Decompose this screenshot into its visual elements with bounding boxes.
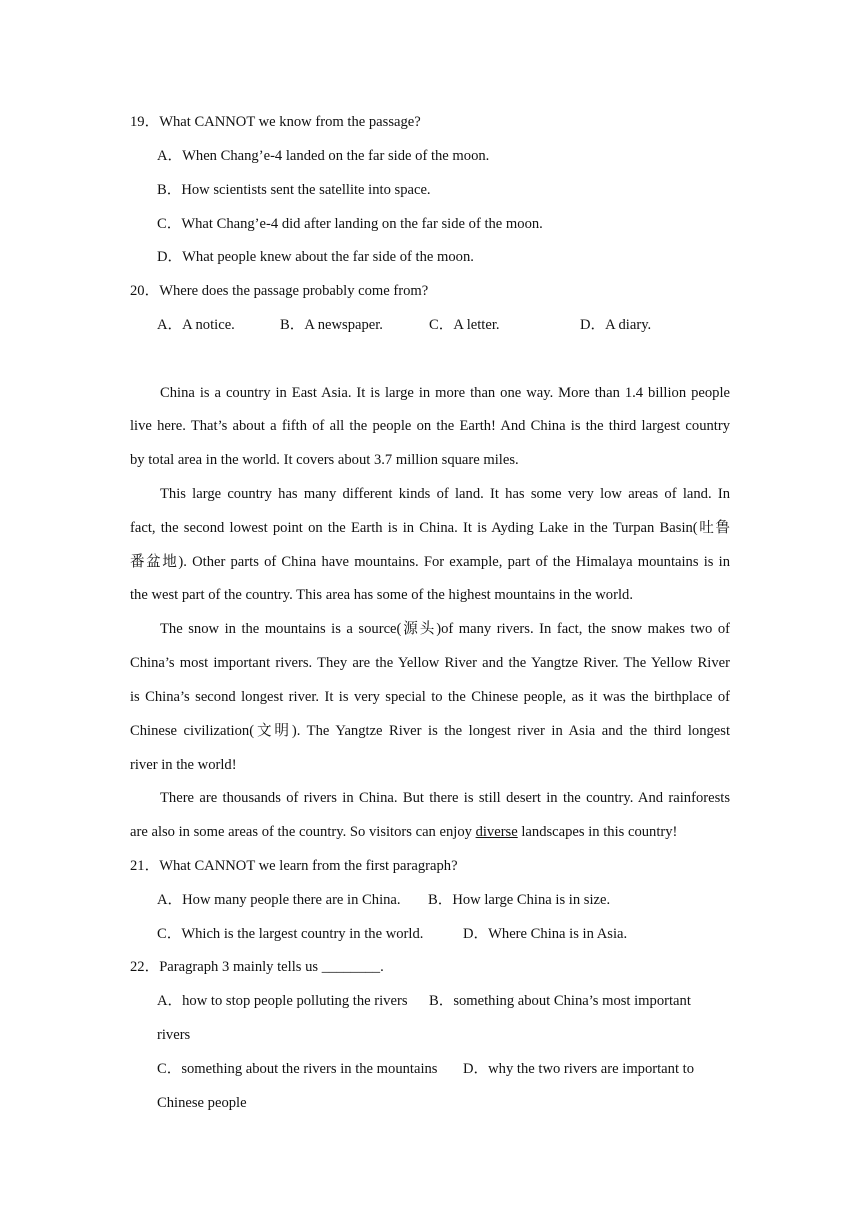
passage-p2-line-3: 番盆地). Other parts of China have mountains. For example, part of the Himalaya mountains is in bbox=[130, 554, 730, 570]
question-21-option-b: B．How large China is in size. bbox=[428, 892, 611, 908]
passage-p3-line-5: river in the world! bbox=[130, 757, 237, 773]
passage-p4-line-2 bbox=[130, 822, 730, 842]
passage-p1-line-1: China is a country in East Asia. It is large in more than one way. More than 1.4 billion people bbox=[160, 385, 730, 401]
question-22-option-d: D．why the two rivers are important to bbox=[463, 1061, 695, 1077]
passage-p2-line-1: This large country has many different kinds of land. It has some very low areas of land. In bbox=[160, 486, 730, 502]
question-22-option-c: C．something about the rivers in the mountains bbox=[157, 1061, 438, 1077]
passage-p3-line-4: Chinese civilization(文明). The Yangtze River is the longest river in Asia and the third longest bbox=[130, 723, 730, 739]
passage-p3-line-2: China’s most important rivers. They are the Yellow River and the Yangtze River. The Yellow River bbox=[130, 655, 730, 671]
passage-p1-line-2: live here. That’s about a fifth of all the people on the Earth! And China is the third largest country bbox=[130, 418, 730, 434]
passage-p1-line-3: by total area in the world. It covers about 3.7 million square miles. bbox=[130, 452, 519, 468]
question-19-option-b: B．How scientists sent the satellite into space. bbox=[157, 182, 431, 198]
question-20-option-d: D．A diary. bbox=[580, 317, 652, 333]
question-21-option-c: C．Which is the largest country in the world. bbox=[157, 926, 424, 942]
question-19-stem: 19．What CANNOT we know from the passage? bbox=[130, 114, 421, 130]
question-21-option-a: A．How many people there are in China. bbox=[157, 892, 401, 908]
question-22-option-d-continued: Chinese people bbox=[157, 1095, 247, 1111]
question-19-option-c: C．What Chang’e-4 did after landing on the far side of the moon. bbox=[157, 216, 543, 232]
passage-p2-line-2: fact, the second lowest point on the Earth is in China. It is Ayding Lake in the Turpan Basin(吐鲁 bbox=[130, 520, 730, 536]
question-19-option-a: A．When Chang’e-4 landed on the far side of the moon. bbox=[157, 148, 490, 164]
question-20-option-c: C．A letter. bbox=[429, 317, 500, 333]
question-21-stem: 21．What CANNOT we learn from the first paragraph? bbox=[130, 858, 458, 874]
passage-p2-line-4: the west part of the country. This area has some of the highest mountains in the world. bbox=[130, 587, 633, 603]
question-19-option-d: D．What people knew about the far side of the moon. bbox=[157, 249, 474, 265]
question-20-stem: 20．Where does the passage probably come from? bbox=[130, 283, 429, 299]
passage-p4-text-before: are also in some areas of the country. So visitors can enjoy bbox=[130, 824, 476, 840]
passage-p4-text-after: landscapes in this country! bbox=[517, 824, 678, 840]
question-22-stem: 22．Paragraph 3 mainly tells us ________. bbox=[130, 959, 384, 975]
question-22-option-b-continued: rivers bbox=[157, 1027, 191, 1043]
question-22-option-b: B．something about China’s most important bbox=[429, 993, 691, 1009]
passage-p3-line-1: The snow in the mountains is a source(源头)of many rivers. In fact, the snow makes two of bbox=[160, 621, 730, 637]
passage-p4-line-1: There are thousands of rivers in China. But there is still desert in the country. And rainforests bbox=[160, 790, 730, 806]
passage-p3-line-3: is China’s second longest river. It is very special to the Chinese people, as it was the birthplace of bbox=[130, 689, 730, 705]
question-21-option-d: D．Where China is in Asia. bbox=[463, 926, 628, 942]
vocabulary-word-diverse: diverse bbox=[475, 824, 518, 840]
question-22-option-a: A．how to stop people polluting the rivers bbox=[157, 993, 408, 1009]
question-20-option-b: B．A newspaper. bbox=[280, 317, 383, 333]
question-20-option-a: A．A notice. bbox=[157, 317, 235, 333]
